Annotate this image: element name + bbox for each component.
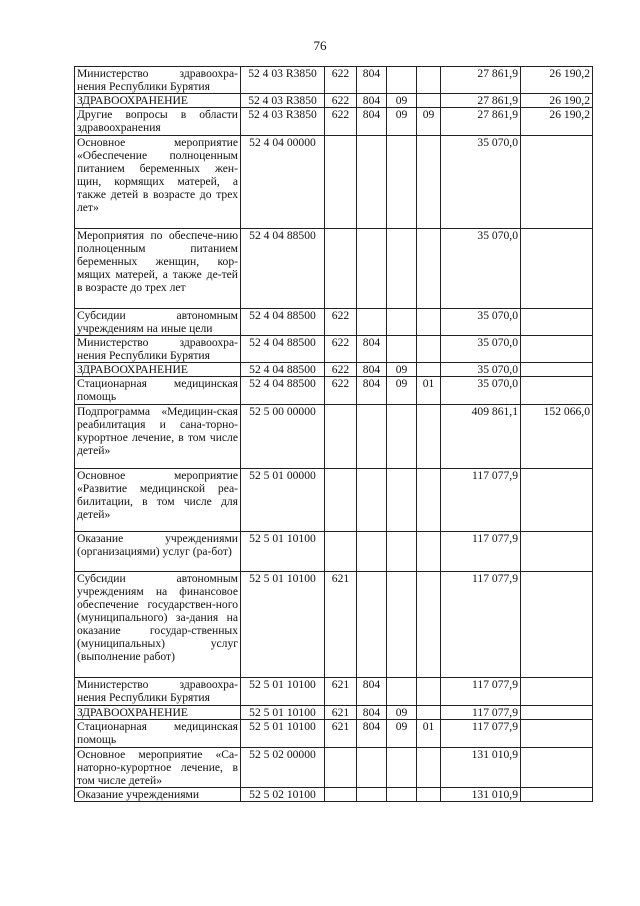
- row-name-cell: Основное мероприятие «Обеспечение полноценным питанием беременных жен-щин, кормящих матерей, а также детей в возрасте до трех лет»: [75, 136, 241, 229]
- amount-year2-cell: [521, 748, 593, 788]
- amount-year1-cell: 131 010,9: [441, 788, 521, 802]
- ministry-code-cell: 804: [357, 678, 387, 706]
- ministry-code-cell: 804: [357, 336, 387, 363]
- row-name-cell: Министерство здравоохра-нения Республики Бурятия: [75, 678, 241, 706]
- amount-year1-cell: 35 070,0: [441, 229, 521, 309]
- expense-group-cell: [325, 532, 357, 572]
- table-row: [75, 706, 593, 720]
- row-name-cell: Подпрограмма «Медицин-ская реабилитация и сана-торно-курортное лечение, в том числе детей»: [75, 405, 241, 469]
- amount-year1-cell: 27 861,9: [441, 108, 521, 136]
- row-name-cell: Оказание учреждениями: [75, 788, 241, 802]
- section-code-cell: [387, 309, 417, 336]
- expense-group-cell: [325, 229, 357, 309]
- section-code-cell: 09: [387, 706, 417, 720]
- section-code-cell: [387, 336, 417, 363]
- table-row: [75, 336, 593, 363]
- table-row: [75, 572, 593, 678]
- amount-year2-cell: [521, 572, 593, 678]
- target-code-cell: 52 5 01 10100: [241, 572, 325, 678]
- ministry-code-cell: 804: [357, 67, 387, 94]
- target-code-cell: 52 5 02 10100: [241, 788, 325, 802]
- amount-year2-cell: 26 190,2: [521, 67, 593, 94]
- subsection-code-cell: [417, 469, 441, 532]
- ministry-code-cell: [357, 572, 387, 678]
- table-row: [75, 108, 593, 136]
- row-name-cell: Основное мероприятие «Са-наторно-курортное лечение, в том числе детей»: [75, 748, 241, 788]
- expense-group-cell: 622: [325, 309, 357, 336]
- target-code-cell: 52 4 04 88500: [241, 309, 325, 336]
- expense-group-cell: [325, 748, 357, 788]
- row-name-cell: ЗДРАВООХРАНЕНИЕ: [75, 94, 241, 108]
- row-name-cell: ЗДРАВООХРАНЕНИЕ: [75, 363, 241, 377]
- section-code-cell: [387, 572, 417, 678]
- target-code-cell: 52 4 03 R3850: [241, 94, 325, 108]
- amount-year1-cell: 117 077,9: [441, 572, 521, 678]
- subsection-code-cell: 01: [417, 720, 441, 748]
- table-row: [75, 67, 593, 94]
- table-row: [75, 229, 593, 309]
- target-code-cell: 52 4 04 88500: [241, 229, 325, 309]
- section-code-cell: [387, 229, 417, 309]
- amount-year1-cell: 117 077,9: [441, 469, 521, 532]
- subsection-code-cell: [417, 706, 441, 720]
- target-code-cell: 52 4 04 88500: [241, 377, 325, 405]
- subsection-code-cell: 01: [417, 377, 441, 405]
- subsection-code-cell: [417, 363, 441, 377]
- subsection-code-cell: [417, 336, 441, 363]
- expense-group-cell: 621: [325, 678, 357, 706]
- amount-year2-cell: [521, 706, 593, 720]
- amount-year1-cell: 117 077,9: [441, 678, 521, 706]
- subsection-code-cell: [417, 229, 441, 309]
- table-row: [75, 363, 593, 377]
- table-row: [75, 405, 593, 469]
- ministry-code-cell: [357, 229, 387, 309]
- target-code-cell: 52 4 04 88500: [241, 336, 325, 363]
- amount-year1-cell: 35 070,0: [441, 363, 521, 377]
- expense-group-cell: 621: [325, 706, 357, 720]
- ministry-code-cell: 804: [357, 108, 387, 136]
- table-row: [75, 788, 593, 802]
- expense-group-cell: [325, 788, 357, 802]
- target-code-cell: 52 4 04 88500: [241, 363, 325, 377]
- amount-year2-cell: [521, 377, 593, 405]
- ministry-code-cell: 804: [357, 377, 387, 405]
- section-code-cell: [387, 469, 417, 532]
- amount-year1-cell: 27 861,9: [441, 67, 521, 94]
- target-code-cell: 52 4 04 00000: [241, 136, 325, 229]
- amount-year1-cell: 117 077,9: [441, 532, 521, 572]
- table-row: [75, 94, 593, 108]
- amount-year1-cell: 35 070,0: [441, 377, 521, 405]
- target-code-cell: 52 5 00 00000: [241, 405, 325, 469]
- amount-year1-cell: 131 010,9: [441, 748, 521, 788]
- amount-year2-cell: [521, 788, 593, 802]
- row-name-cell: Мероприятия по обеспече-нию полноценным питанием беременных женщин, кор-мящих матерей, а также де-тей в возрасте до трех лет: [75, 229, 241, 309]
- table-row: [75, 309, 593, 336]
- target-code-cell: 52 4 03 R3850: [241, 108, 325, 136]
- section-code-cell: [387, 678, 417, 706]
- budget-table: [74, 66, 593, 802]
- table-row: [75, 720, 593, 748]
- table-row: [75, 377, 593, 405]
- ministry-code-cell: 804: [357, 706, 387, 720]
- expense-group-cell: 622: [325, 108, 357, 136]
- target-code-cell: 52 5 01 10100: [241, 678, 325, 706]
- target-code-cell: 52 5 01 00000: [241, 469, 325, 532]
- target-code-cell: 52 5 01 10100: [241, 532, 325, 572]
- ministry-code-cell: 804: [357, 363, 387, 377]
- table-row: [75, 136, 593, 229]
- table-row: [75, 532, 593, 572]
- subsection-code-cell: [417, 67, 441, 94]
- row-name-cell: Стационарная медицинская помощь: [75, 377, 241, 405]
- target-code-cell: 52 4 03 R3850: [241, 67, 325, 94]
- amount-year2-cell: [521, 469, 593, 532]
- amount-year1-cell: 35 070,0: [441, 136, 521, 229]
- ministry-code-cell: [357, 469, 387, 532]
- ministry-code-cell: 804: [357, 720, 387, 748]
- section-code-cell: 09: [387, 363, 417, 377]
- ministry-code-cell: [357, 136, 387, 229]
- ministry-code-cell: [357, 532, 387, 572]
- subsection-code-cell: [417, 405, 441, 469]
- ministry-code-cell: [357, 309, 387, 336]
- page-number: 76: [313, 38, 327, 53]
- amount-year1-cell: 35 070,0: [441, 336, 521, 363]
- row-name-cell: Субсидии автономным учреждениям на иные цели: [75, 309, 241, 336]
- row-name-cell: Другие вопросы в области здравоохранения: [75, 108, 241, 136]
- subsection-code-cell: [417, 136, 441, 229]
- ministry-code-cell: [357, 748, 387, 788]
- amount-year2-cell: [521, 229, 593, 309]
- row-name-cell: Оказание учреждениями (организациями) услуг (ра-бот): [75, 532, 241, 572]
- ministry-code-cell: 804: [357, 94, 387, 108]
- amount-year2-cell: [521, 309, 593, 336]
- subsection-code-cell: [417, 678, 441, 706]
- target-code-cell: 52 5 01 10100: [241, 720, 325, 748]
- section-code-cell: [387, 67, 417, 94]
- amount-year1-cell: 117 077,9: [441, 720, 521, 748]
- row-name-cell: Министерство здравоохра-нения Республики Бурятия: [75, 336, 241, 363]
- subsection-code-cell: [417, 309, 441, 336]
- amount-year2-cell: [521, 363, 593, 377]
- expense-group-cell: 622: [325, 94, 357, 108]
- section-code-cell: [387, 788, 417, 802]
- subsection-code-cell: [417, 748, 441, 788]
- target-code-cell: 52 5 01 10100: [241, 706, 325, 720]
- subsection-code-cell: [417, 94, 441, 108]
- section-code-cell: 09: [387, 108, 417, 136]
- section-code-cell: 09: [387, 720, 417, 748]
- subsection-code-cell: 09: [417, 108, 441, 136]
- amount-year2-cell: 152 066,0: [521, 405, 593, 469]
- table-row: [75, 469, 593, 532]
- subsection-code-cell: [417, 532, 441, 572]
- section-code-cell: [387, 136, 417, 229]
- amount-year2-cell: 26 190,2: [521, 108, 593, 136]
- expense-group-cell: [325, 405, 357, 469]
- subsection-code-cell: [417, 572, 441, 678]
- section-code-cell: [387, 532, 417, 572]
- section-code-cell: [387, 405, 417, 469]
- table-row: [75, 748, 593, 788]
- expense-group-cell: 621: [325, 720, 357, 748]
- table-body: [75, 67, 593, 802]
- row-name-cell: ЗДРАВООХРАНЕНИЕ: [75, 706, 241, 720]
- expense-group-cell: 622: [325, 377, 357, 405]
- target-code-cell: 52 5 02 00000: [241, 748, 325, 788]
- amount-year2-cell: [521, 136, 593, 229]
- expense-group-cell: [325, 136, 357, 229]
- amount-year2-cell: [521, 532, 593, 572]
- amount-year2-cell: [521, 678, 593, 706]
- amount-year2-cell: [521, 720, 593, 748]
- expense-group-cell: 622: [325, 67, 357, 94]
- row-name-cell: Основное мероприятие «Развитие медицинской реа-билитации, в том числе для детей»: [75, 469, 241, 532]
- amount-year1-cell: 409 861,1: [441, 405, 521, 469]
- expense-group-cell: 622: [325, 336, 357, 363]
- amount-year1-cell: 35 070,0: [441, 309, 521, 336]
- table-row: [75, 678, 593, 706]
- section-code-cell: 09: [387, 94, 417, 108]
- subsection-code-cell: [417, 788, 441, 802]
- expense-group-cell: [325, 469, 357, 532]
- row-name-cell: Стационарная медицинская помощь: [75, 720, 241, 748]
- section-code-cell: 09: [387, 377, 417, 405]
- ministry-code-cell: [357, 788, 387, 802]
- row-name-cell: Министерство здравоохра-нения Республики Бурятия: [75, 67, 241, 94]
- expense-group-cell: 622: [325, 363, 357, 377]
- amount-year2-cell: 26 190,2: [521, 94, 593, 108]
- section-code-cell: [387, 748, 417, 788]
- amount-year2-cell: [521, 336, 593, 363]
- amount-year1-cell: 27 861,9: [441, 94, 521, 108]
- ministry-code-cell: [357, 405, 387, 469]
- row-name-cell: Субсидии автономным учреждениям на финансовое обеспечение государствен-ного (муниципального) за-дания на оказание государ-ственных (муниципальных) услуг (выполнение работ): [75, 572, 241, 678]
- amount-year1-cell: 117 077,9: [441, 706, 521, 720]
- expense-group-cell: 621: [325, 572, 357, 678]
